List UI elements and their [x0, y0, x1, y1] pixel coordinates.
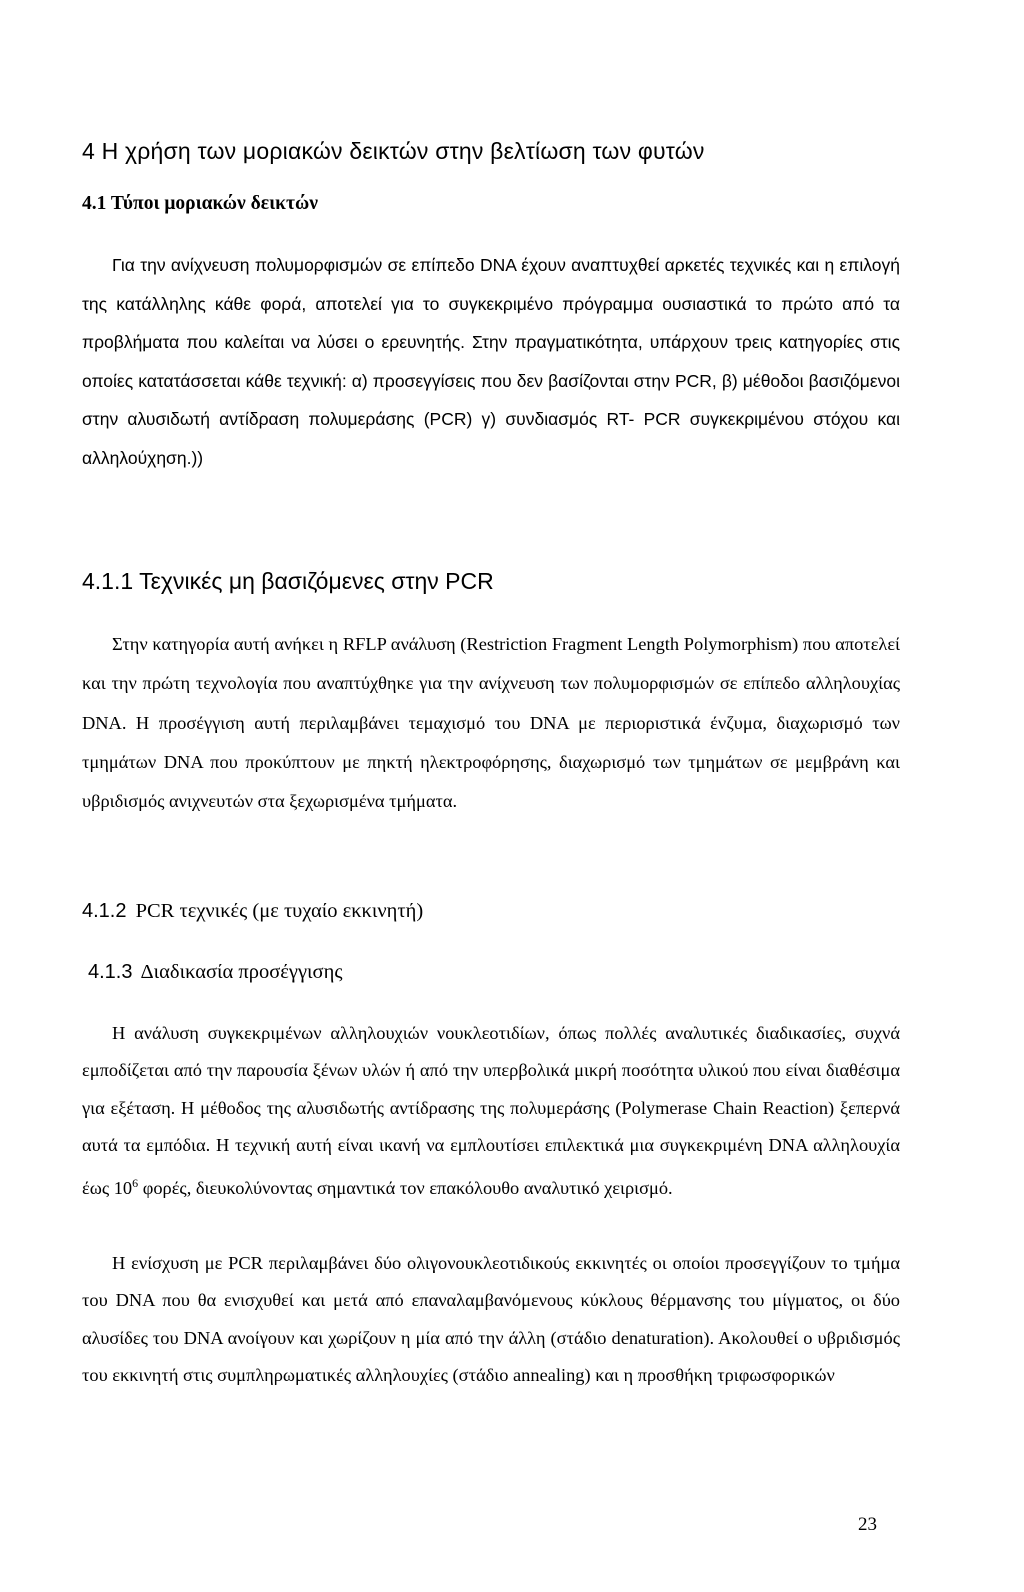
subsection-heading-4-1-2	[82, 900, 423, 923]
subsection-title: PCR τεχνικές (με τυχαίο εκκινητή)	[135, 900, 424, 922]
subsection-heading-4-1-3	[88, 961, 342, 984]
paragraph-text: Η ανάλυση συγκεκριμένων αλληλουχιών νουκλεοτιδίων, όπως πολλές αναλυτικές διαδικασίες, συχνά εμποδίζεται από την παρουσία ξένων υλών ή από την υπερβολικά μικρή ποσότητα υλικού που είναι διαθέσιμα για εξέταση. Η μέθοδος της αλυσιδωτής αντίδρασης της πολυμεράσης (Polymerase Chain Reaction) ξεπερνά αυτά τα εμπόδια. Η τεχνική αυτή είναι ικανή να εμπλουτίσει επιλεκτικά μια συγκεκριμένη DNA αλληλουχία έως 10	[82, 1023, 900, 1198]
superscript-exponent: 6	[132, 1175, 139, 1190]
subsection-number: 4.1.2	[82, 900, 127, 922]
subsection-heading-4-1-1: 4.1.1 Τεχνικές μη βασιζόμενες στην PCR	[82, 568, 494, 594]
section-heading: 4.1 Τύποι μοριακών δεικτών	[82, 193, 318, 214]
subsection-number: 4.1.3	[88, 961, 133, 983]
paragraph-pcr-analysis	[82, 1015, 900, 1207]
paragraph-text: φορές, διευκολύνοντας σημαντικά τον επακόλουθο αναλυτικό χειρισμό.	[138, 1177, 673, 1198]
chapter-heading: 4 Η χρήση των μοριακών δεικτών στην βελτίωση των φυτών	[82, 138, 705, 164]
subsection-title: Διαδικασία προσέγγισης	[140, 961, 343, 983]
paragraph-pcr-amplification: Η ενίσχυση με PCR περιλαμβάνει δύο ολιγονουκλεοτιδικούς εκκινητές οι οποίοι προσεγγίζουν το τμήμα του DNA που θα ενισχυθεί και μετά από επαναλαμβανόμενους κύκλους θέρμανσης του μίγματος, οι δύο αλυσίδες του DNA ανοίγουν και χωρίζουν η μία από την άλλη (στάδιο denaturation). Ακολουθεί ο υβριδισμός του εκκινητή στις συμπληρωματικές αλληλουχίες (στάδιο annealing) και η προσθήκη τριφωσφορικών	[82, 1253, 900, 1386]
paragraph-intro: Για την ανίχνευση πολυμορφισμών σε επίπεδο DNA έχουν αναπτυχθεί αρκετές τεχνικές και η επιλογή της κατάλληλης κάθε φορά, αποτελεί για το συγκεκριμένο πρόγραμμα ουσιαστικά το πρώτο από τα προβλήματα που καλείται να λύσει ο ερευνητής. Στην πραγματικότητα, υπάρχουν τρεις κατηγορίες στις οποίες κατατάσσεται κάθε τεχνική: α) προσεγγίσεις που δεν βασίζονται στην PCR, β) μέθοδοι βασιζόμενοι στην αλυσιδωτή αντίδραση πολυμεράσης (PCR) γ) συνδιασμός RT- PCR συγκεκριμένου στόχου και αλληλούχηση.))	[82, 255, 900, 468]
page-number: 23	[858, 1514, 877, 1535]
paragraph-rflp: Στην κατηγορία αυτή ανήκει η RFLP ανάλυση (Restriction Fragment Length Polymorphism) που αποτελεί και την πρώτη τεχνολογία που αναπτύχθηκε για την ανίχνευση των πολυμορφισμών σε επίπεδο αλληλουχίας DNA. Η προσέγγιση αυτή περιλαμβάνει τεμαχισμό του DNA με περιοριστικά ένζυμα, διαχωρισμό των τμημάτων DNA που προκύπτουν με πηκτή ηλεκτροφόρησης, διαχωρισμό των τμημάτων σε μεμβράνη και υβριδισμός ανιχνευτών στα ξεχωρισμένα τμήματα.	[82, 634, 900, 812]
